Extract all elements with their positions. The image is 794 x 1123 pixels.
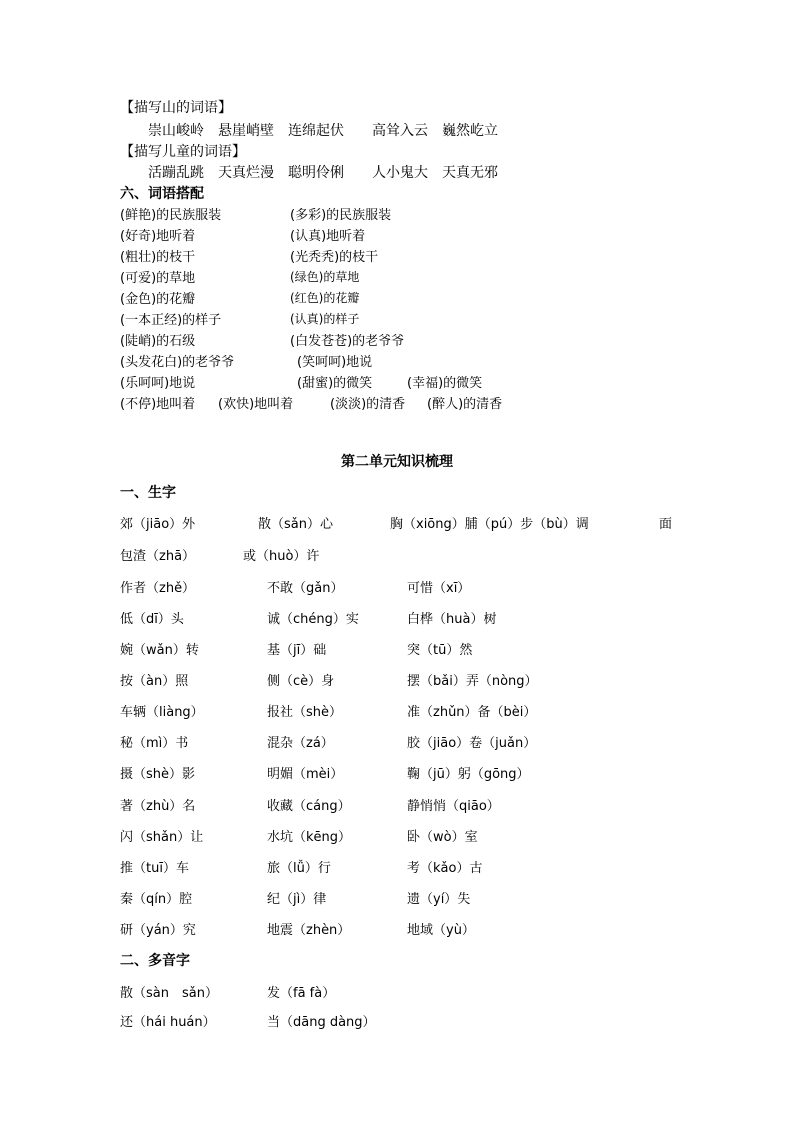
- word: 巍然屹立: [442, 123, 498, 139]
- list-item: 静悄悄（qiāo）: [407, 799, 500, 814]
- list-item: 面: [659, 517, 673, 532]
- list-item: 不敢（gǎn）: [267, 581, 344, 596]
- word: 高耸入云: [372, 123, 428, 139]
- list-item: (粗壮)的枝干: [120, 250, 196, 265]
- list-item: 基（jī）础: [267, 643, 327, 658]
- list-item: 侧（cè）身: [267, 674, 335, 689]
- list-item: 秘（mì）书: [120, 736, 189, 751]
- list-item: (认真)地听着: [290, 229, 366, 244]
- list-item: 车辆（liàng）: [120, 705, 204, 720]
- list-item: 鞠（jū）躬（gōng）: [407, 767, 530, 782]
- list-item: 闪（shǎn）让: [120, 830, 204, 845]
- mountain-heading: 【描写山的词语】: [120, 100, 232, 116]
- word: 天真无邪: [442, 165, 498, 181]
- collocation-heading: 六、词语搭配: [120, 186, 204, 202]
- list-item: (鲜艳)的民族服装: [120, 208, 222, 223]
- list-item: (一本正经)的样子: [120, 313, 222, 328]
- list-item: (醉人)的清香: [427, 397, 503, 412]
- list-item: 纪（jì）律: [267, 892, 327, 907]
- list-item: 发（fā fà）: [267, 986, 336, 1001]
- list-item: (好奇)地听着: [120, 229, 196, 244]
- list-item: 著（zhù）名: [120, 799, 196, 814]
- list-item: 按（àn）照: [120, 674, 189, 689]
- list-item: (头发花白)的老爷爷: [120, 355, 235, 370]
- list-item: 摆（bǎi）弄（nòng）: [407, 674, 538, 689]
- list-item: (陡峭)的石级: [120, 334, 196, 349]
- list-item: 作者（zhě）: [120, 581, 196, 596]
- list-item: 胸（xiōng）脯（pú）步（bù）调: [390, 517, 589, 532]
- list-item: 摄（shè）影: [120, 767, 196, 782]
- list-item: 报社（shè）: [267, 705, 343, 720]
- list-item: 可惜（xī）: [407, 581, 471, 596]
- list-item: (绿色)的草地: [290, 270, 360, 284]
- word: 连绵起伏: [288, 123, 344, 139]
- polyphonic-heading: 二、多音字: [120, 953, 190, 969]
- new-chars-heading: 一、生字: [120, 485, 176, 501]
- list-item: 水坑（kēng）: [267, 830, 352, 845]
- list-item: 包渣（zhā）: [120, 549, 196, 564]
- list-item: 地震（zhèn）: [267, 923, 351, 938]
- list-item: 低（dī）头: [120, 612, 184, 627]
- list-item: 推（tuī）车: [120, 861, 189, 876]
- page-title: 第二单元知识梳理: [341, 454, 453, 470]
- list-item: (红色)的花瓣: [290, 291, 360, 305]
- list-item: (乐呵呵)地说: [120, 376, 196, 391]
- list-item: 婉（wǎn）转: [120, 643, 199, 658]
- list-item: (甜蜜)的微笑: [297, 376, 373, 391]
- list-item: 地域（yù）: [407, 923, 475, 938]
- list-item: (欢快)地叫着: [218, 397, 294, 412]
- word: 聪明伶俐: [288, 165, 344, 181]
- list-item: 突（tū）然: [407, 643, 473, 658]
- word: 崇山峻岭: [148, 123, 204, 139]
- list-item: (金色)的花瓣: [120, 292, 196, 307]
- list-item: 遗（yí）失: [407, 892, 471, 907]
- word: 活蹦乱跳: [148, 165, 204, 181]
- list-item: 白桦（huà）树: [407, 612, 497, 627]
- list-item: 混杂（zá）: [267, 736, 334, 751]
- list-item: 散（sàn sǎn）: [120, 986, 218, 1001]
- list-item: 卧（wò）室: [407, 830, 478, 845]
- list-item: 当（dāng dàng）: [267, 1015, 376, 1030]
- list-item: (光秃秃)的枝干: [290, 250, 379, 265]
- list-item: 考（kǎo）古: [407, 861, 483, 876]
- list-item: (幸福)的微笑: [407, 376, 483, 391]
- list-item: 胶（jiāo）卷（juǎn）: [407, 736, 537, 751]
- word: 天真烂漫: [218, 165, 274, 181]
- list-item: 旅（lǚ）行: [267, 861, 331, 876]
- word: 人小鬼大: [372, 165, 428, 181]
- list-item: 秦（qín）腔: [120, 892, 193, 907]
- list-item: 诚（chéng）实: [267, 612, 359, 627]
- list-item: 研（yán）究: [120, 923, 196, 938]
- list-item: (认真)的样子: [290, 312, 360, 326]
- list-item: (淡淡)的清香: [330, 397, 406, 412]
- list-item: (笑呵呵)地说: [297, 355, 373, 370]
- list-item: 还（hái huán）: [120, 1015, 216, 1030]
- word: 悬崖峭壁: [218, 123, 274, 139]
- list-item: 郊（jiāo）外: [120, 517, 196, 532]
- list-item: 收藏（cáng）: [267, 799, 351, 814]
- children-heading: 【描写儿童的词语】: [120, 144, 246, 160]
- list-item: (可爱)的草地: [120, 271, 196, 286]
- list-item: 或（huò）许: [243, 549, 320, 564]
- list-item: (多彩)的民族服装: [290, 208, 392, 223]
- list-item: (不停)地叫着: [120, 397, 196, 412]
- list-item: 明媚（mèi）: [267, 767, 344, 782]
- list-item: 散（sǎn）心: [258, 517, 333, 532]
- list-item: (白发苍苍)的老爷爷: [290, 334, 405, 349]
- list-item: 准（zhǔn）备（bèi）: [407, 705, 537, 720]
